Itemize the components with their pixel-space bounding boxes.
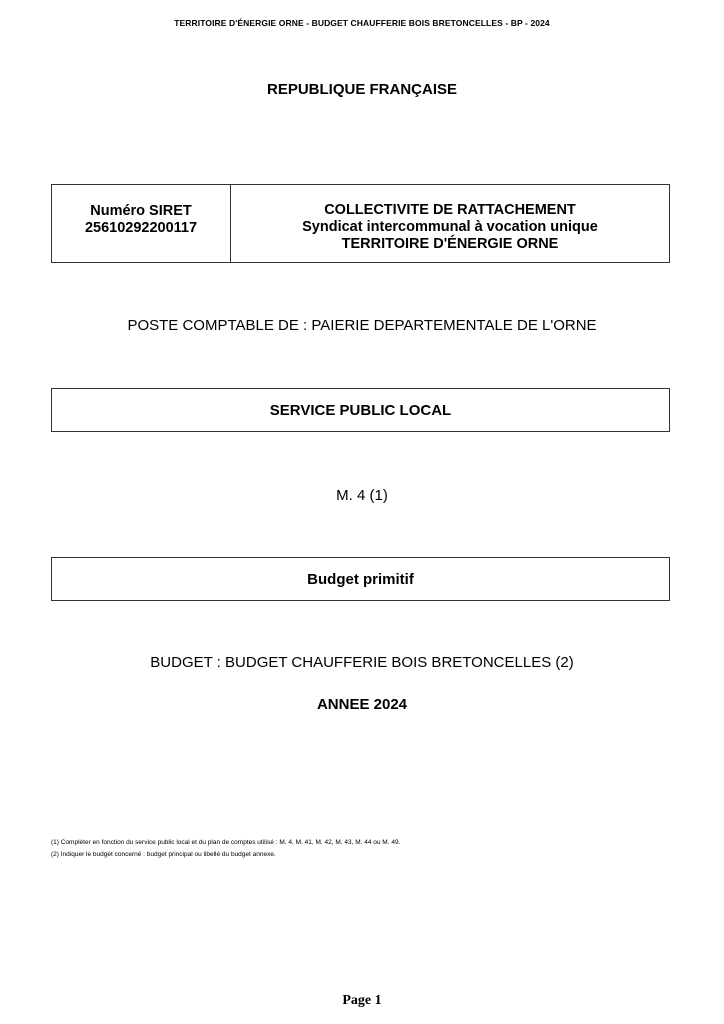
service-label: SERVICE PUBLIC LOCAL xyxy=(269,401,452,419)
poste-comptable: POSTE COMPTABLE DE : PAIERIE DEPARTEMENTALE DE L'ORNE xyxy=(127,317,597,334)
collectivite-cell xyxy=(231,185,669,262)
service-box xyxy=(51,388,670,432)
collectivite-heading: COLLECTIVITE DE RATTACHEMENT xyxy=(324,202,576,218)
siret-label: Numéro SIRET xyxy=(90,203,192,219)
budget-type-box xyxy=(51,557,670,601)
republic-title: REPUBLIQUE FRANÇAISE xyxy=(266,81,457,98)
budget-type-label: Budget primitif xyxy=(307,570,414,588)
page-number: Page 1 xyxy=(342,993,382,1008)
footnote-1: (1) Compléter en fonction du service public local et du plan de comptes utilisé : M. 4, M. 41, M. 42, M. 43, M. 44 ou M. 49. xyxy=(51,839,401,846)
footnote-2: (2) Indiquer le budget concerné : budget principal ou libellé du budget annexe. xyxy=(51,851,276,858)
nomenclature: M. 4 (1) xyxy=(336,487,388,504)
siret-value: 25610292200117 xyxy=(84,220,198,236)
identity-box xyxy=(51,184,670,263)
collectivite-type: Syndicat intercommunal à vocation unique xyxy=(302,219,598,235)
collectivite-name: TERRITOIRE D'ÉNERGIE ORNE xyxy=(341,236,559,252)
budget-name: BUDGET : BUDGET CHAUFFERIE BOIS BRETONCELLES (2) xyxy=(150,654,574,671)
siret-cell xyxy=(52,185,231,262)
annee: ANNEE 2024 xyxy=(316,696,408,713)
running-header: TERRITOIRE D'ÉNERGIE ORNE - BUDGET CHAUFFERIE BOIS BRETONCELLES - BP - 2024 xyxy=(174,18,550,28)
